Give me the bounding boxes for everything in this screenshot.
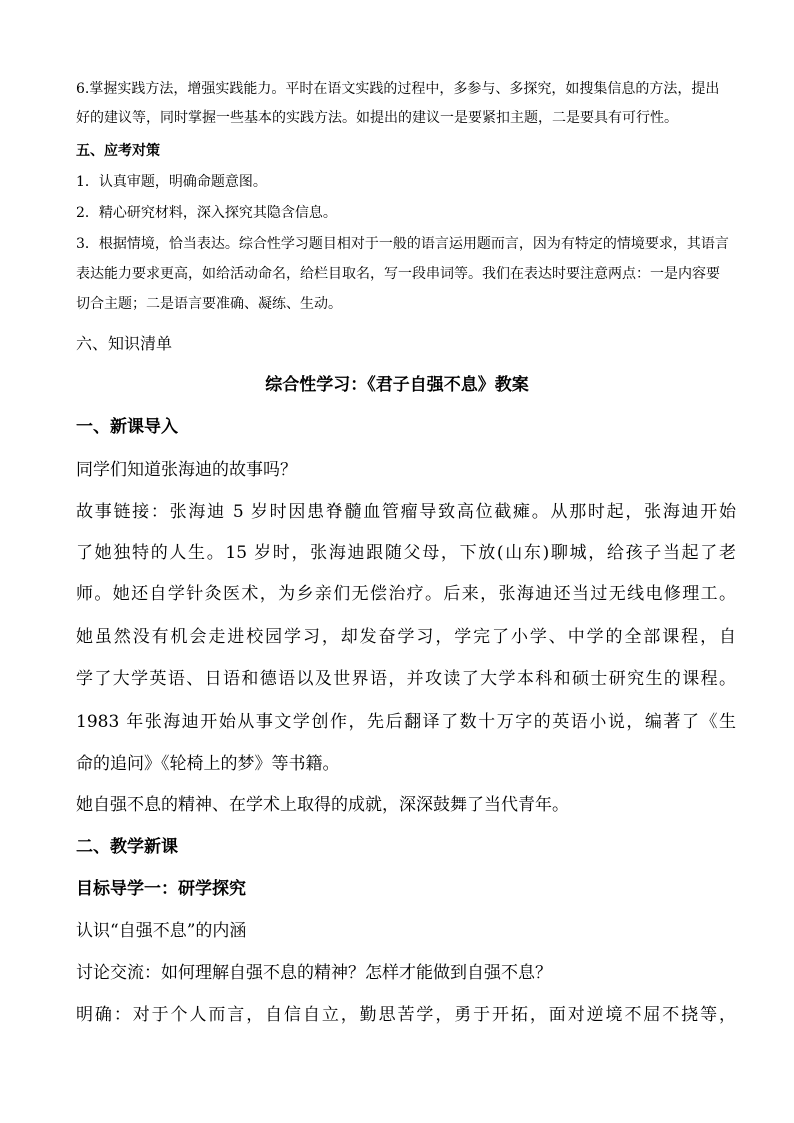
item6-line2: 好的建议等，同时掌握一些基本的实践方法。如提出的建议一是要紧扣主题，二是要具有可行性。 [76, 110, 678, 126]
strategy-heading: 五、应考对策 [76, 143, 160, 159]
item6-line1: 6.掌握实践方法，增强实践能力。平时在语文实践的过程中，多参与、多探究，如搜集信息的方法，提出 [76, 81, 720, 97]
lesson-title: 综合性学习：《君子自强不息》教案 [265, 375, 529, 395]
clarify-line: 明确：对于个人而言，自信自立，勤思苦学，勇于开拓，面对逆境不屈不挠等， [76, 1005, 736, 1025]
strategy-item1: 1．认真审题，明确命题意图。 [76, 174, 267, 190]
story-line: 师。她还自学针灸医术，为乡亲们无偿治疗。后来，张海迪还当过无线电修理工。 [76, 584, 736, 604]
knowledge-heading: 六、知识清单 [76, 334, 173, 353]
goal1-topic: 认识“自强不息”的内涵 [76, 921, 247, 941]
story-line: 学了大学英语、日语和德语以及世界语，并攻读了大学本科和硕士研究生的课程。 [76, 669, 736, 689]
strategy-item2: 2．精心研究材料，深入探究其隐含信息。 [76, 205, 337, 221]
goal1-heading: 目标导学一：研学探究 [76, 879, 246, 899]
story-last-line: 命的追问》《轮椅上的梦》等书籍。 [76, 754, 340, 774]
part1-heading: 一、新课导入 [76, 417, 178, 437]
story-line: 故事链接：张海迪 5 岁时因患脊髓血管瘤导致高位截瘫。从那时起，张海迪开始 [76, 502, 736, 522]
strategy-item3-line1: 3．根据情境，恰当表达。综合性学习题目相对于一般的语言运用题而言，因为有特定的情境要求，其语言 [76, 236, 729, 252]
part2-heading: 二、教学新课 [76, 837, 178, 857]
story-line: 她虽然没有机会走进校园学习，却发奋学习，学完了小学、中学的全部课程，自 [76, 627, 736, 647]
intro-question: 同学们知道张海迪的故事吗？ [76, 460, 297, 480]
story-line: 1983 年张海迪开始从事文学创作，先后翻译了数十万字的英语小说，编著了《生 [76, 712, 736, 732]
story-line: 了她独特的人生。15 岁时，张海迪跟随父母，下放(山东)聊城，给孩子当起了老 [76, 543, 736, 563]
story-summary: 她自强不息的精神、在学术上取得的成就，深深鼓舞了当代青年。 [76, 795, 569, 815]
strategy-item3-line2: 表达能力要求更高，如给活动命名，给栏目取名，写一段串词等。我们在表达时要注意两点：一是内容要 [76, 266, 720, 282]
strategy-item3-line3: 切合主题；二是语言要准确、凝练、生动。 [76, 296, 342, 312]
discussion-question: 讨论交流：如何理解自强不息的精神？怎样才能做到自强不息？ [76, 963, 552, 983]
